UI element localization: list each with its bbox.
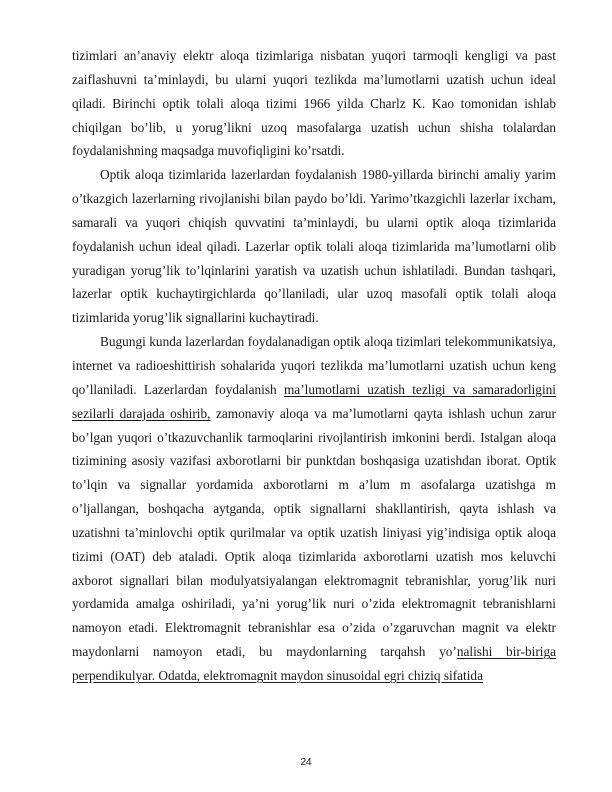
paragraph-3-text-c: mos keluvchi axborot signallari bilan modulyatsiyalangan elektromagnit tebranishlar, yorug’lik nuri yordamida amalga oshiriladi, ya’ni yorug’lik nuri o’zida elektromagnit tebranishlarni namoyon etadi. Elektromagnit tebranishlar esa o’zida o’zgaruvchan magnit va elektr maydonlarni namoyon etadi, bu maydonlarning tarqahsh yo’ bbox=[72, 548, 557, 660]
paragraph-1-text: tizimlari an’anaviy elektr aloqa tizimlariga nisbatan yuqori tarmoqli kengligi va past zaiflashuvni ta’minlaydi, bu ularni yuqori tezlikda ma’lumotlarni uzatish uchun ideal qiladi. Birinchi optik tolali aloqa tizimi 1966 yilda Charlz K. Kao tomonidan ishlab chiqilgan bo’lib, u yorug’likni uzoq masofalarga uzatish uchun shisha tolalardan foydalanishning maqsadga muvofiqligini ko’rsatdi. bbox=[72, 48, 556, 159]
paragraph-3-text-a: Bugungi kunda lazerlardan foydalanadigan optik aloqa tizimlari telekommunikatsiya, internet va radioeshittirish sohalarida yuqori tezlikda ma’lumotlarni uzatish uchun keng qo’llaniladi. Lazerlardan foydalanish bbox=[72, 334, 556, 397]
paragraph-3-underlined-phrase-2: nalishi bir-biriga perpendikulyar. Odatda, elektromagnit maydon sinusoidal egri chiziq sifatida bbox=[72, 644, 557, 683]
paragraph-2-text: Optik aloqa tizimlarida lazerlardan foydalanish 1980-yillarda birinchi amaliy yarim o’tkazgich lazerlarning rivojlanishi bilan paydo bo’ldi. Yarimo’tkazgichli lazerlar ixcham, samarali va yuqori chiqish quvvatini ta’minlaydi, bu ularni optik aloqa tizimlarida foydalanish uchun ideal qiladi. Lazerlar optik tolali aloqa tizimlarida ma’lumotlarni olib yuradigan yorug’lik to’lqinlarini yaratish va uzatish uchun ishlatiladi. Bundan tashqari, lazerlar optik kuchaytirgichlarda qo’llaniladi, ular uzoq masofali optik tolali aloqa tizimlarida yorug’lik signallarini kuchaytiradi. bbox=[72, 167, 556, 326]
paragraph-3 bbox=[72, 330, 556, 688]
paragraph-3-text-b: zamonaviy aloqa va ma’lumotlarni qayta ishlash uchun zarur bo’lgan yuqori o’tkazuvchanlik tarmoqlarini rivojlantirish imkonini berdi. Istalgan aloqa tizimining asosiy vazifasi axborotlarni bir punktdan boshqasiga uzatishdan iborat. Optik to’lqin va signallar yordamida axborotlarni m a’lum m asofalarga uzatishga m o’ljallangan, boshqacha aytganda, optik signallarni shakllantirish, qayta ishlash va uzatishni ta’minlovchi optik qurilmalar va optik uzatish liniyasi yig’indisiga optik aloqa tizimi (OAT) deb ataladi. Optik aloqa tizimlarida axborotlarni uzatish bbox=[72, 405, 556, 564]
paragraph-2 bbox=[72, 163, 556, 330]
body-text bbox=[72, 44, 556, 688]
page-number: 24 bbox=[300, 757, 312, 768]
paragraph-1 bbox=[72, 44, 556, 163]
paragraph-3-underlined-phrase-1: ma’lumotlarni uzatish tezligi va samaradorligini sezilarli darajada oshirib, bbox=[72, 381, 556, 421]
